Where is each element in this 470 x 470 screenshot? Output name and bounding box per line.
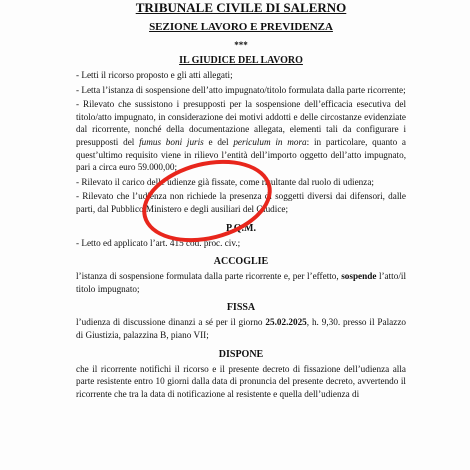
- text-span: l’udienza di discussione dinanzi a sé per il giorno: [76, 317, 266, 328]
- paragraph-letto-applicato: - Letto ed applicato l’art. 415 cod. proc. civ.;: [76, 237, 241, 248]
- hearing-date: 25.02.2025: [265, 317, 307, 328]
- text-span: , h. 9,30. presso il Palazzo di Giustizia, palazzina B, piano VII;: [76, 317, 406, 340]
- paragraph-rilevato-udienza: - Rilevato che l’udienza non richiede la presenza di soggetti diversi dai difensori, dalle parti, dal Pubblico Ministero e degli ausiliari del Giudice;: [76, 191, 406, 214]
- fissa-heading: FISSA: [226, 302, 256, 314]
- pqm-heading: P.Q.M.: [226, 222, 256, 234]
- section-title: SEZIONE LAVORO E PREVIDENZA: [149, 21, 333, 33]
- text-span: e del: [203, 136, 234, 147]
- paragraph-notifica: che il ricorrente notifichi il ricorso e il presente decreto di fissazione dell’udienza alla parte resistente entro 10 giorni dalla data di pronuncia del presente decreto, avvertendo il ricorrente che tra la data di notificazione al resistente e quella dell’udienza di: [76, 363, 406, 399]
- sospende-term: sospende: [341, 271, 377, 282]
- paragraph-letti: - Letti il ricorso proposto e gli atti allegati;: [76, 70, 233, 80]
- text-span: : in particolare, quanto a quest’ultimo requisito viene in rilievo l’entità dell’importo oggetto dell’atto impugnato, pari a circa euro 59.000,00;: [76, 136, 407, 173]
- text-span: l’atto/il titolo impugnato;: [76, 271, 406, 294]
- paragraph-rilevato-presupposti: [76, 98, 406, 174]
- text-span: - Rilevato che sussistono i presupposti per la sospensione dell’efficacia esecutiva del titolo/atto impugnato, in considerazione dei motivi addotti e delle circostanze evidenziate dal ricorrente, nonché della documentazione allegata, elementi tali da configurare i presupposti del: [76, 99, 406, 147]
- separator-stars: ***: [234, 40, 248, 50]
- paragraph-udienza: [76, 316, 406, 341]
- court-title: TRIBUNALE CIVILE DI SALERNO: [135, 0, 347, 15]
- paragraph-istanza: [76, 270, 406, 295]
- paragraph-rilevato-carico: - Rilevato il carico delle udienze già fissate, come risultante dal ruolo di udienza;: [76, 176, 374, 187]
- text-span: l’istanza di sospensione formulata dalla parte ricorrente e, per l’effetto,: [76, 271, 342, 282]
- periculum-term: periculum in mora: [233, 136, 307, 147]
- dispone-heading: DISPONE: [218, 348, 264, 360]
- judge-title: IL GIUDICE DEL LAVORO: [179, 55, 303, 66]
- accoglie-heading: ACCOGLIE: [213, 256, 269, 268]
- paragraph-letta: - Letta l’istanza di sospensione dell’atto impugnato/titolo formulata dalla parte ricorrente;: [76, 84, 406, 95]
- fumus-term: fumus boni juris: [139, 136, 204, 147]
- decree-text: [76, 0, 406, 402]
